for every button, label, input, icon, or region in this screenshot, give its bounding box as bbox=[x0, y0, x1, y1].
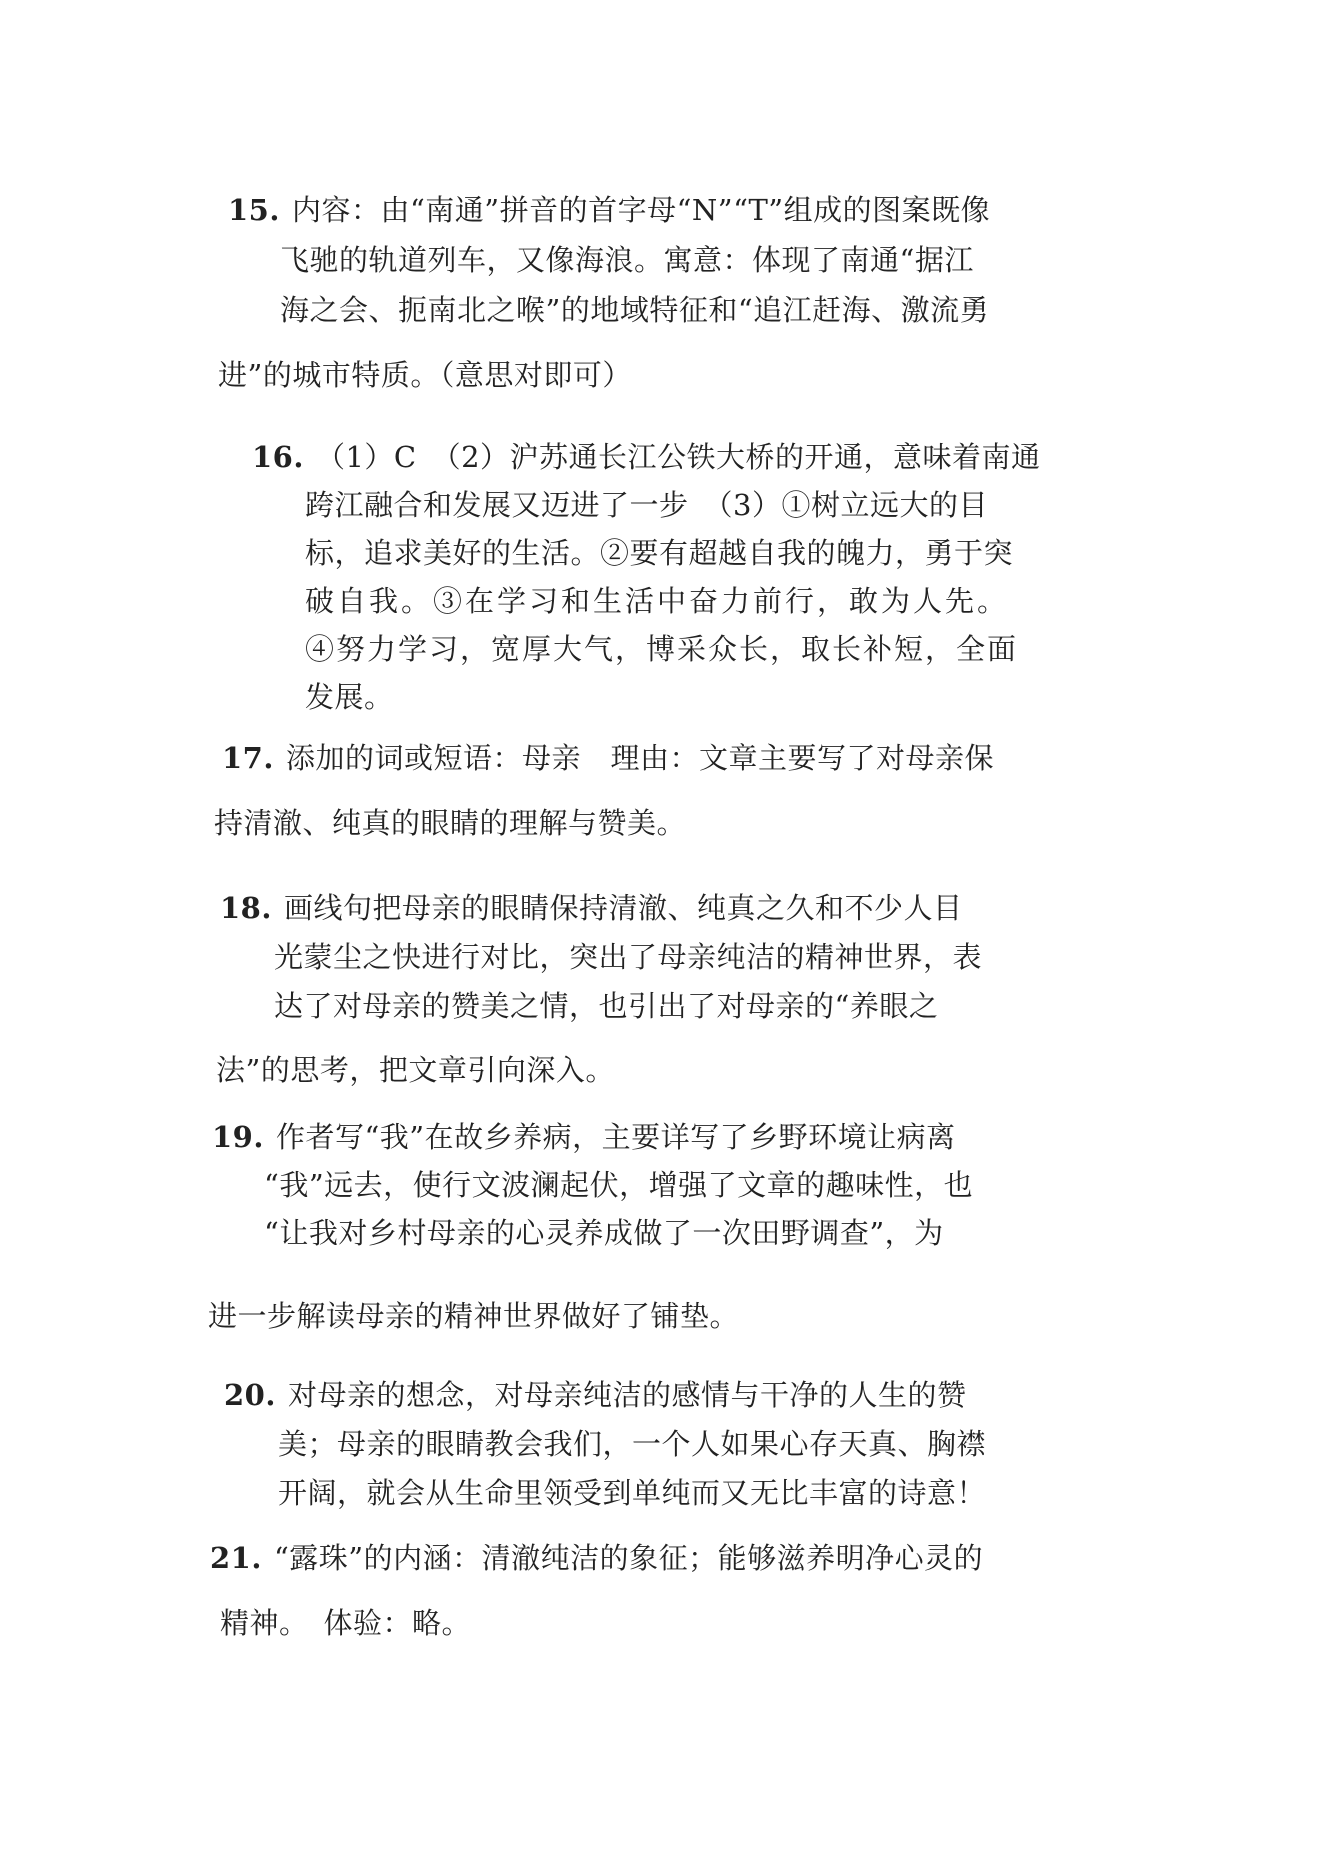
item-number: 16. bbox=[252, 440, 304, 474]
item-number: 21. bbox=[210, 1541, 262, 1575]
item-18-line-1 bbox=[220, 888, 962, 928]
item-number: 18. bbox=[220, 891, 272, 925]
item-19-line-4: 进一步解读母亲的精神世界做好了铺垫。 bbox=[208, 1299, 740, 1333]
item-text: “露珠”的内涵：清澈纯洁的象征；能够滋养明净心灵的 bbox=[273, 1541, 984, 1575]
item-15-line-1 bbox=[228, 190, 990, 230]
item-20-line-2: 美；母亲的眼睛教会我们，一个人如果心存天真、胸襟 bbox=[278, 1427, 987, 1461]
item-number: 17. bbox=[222, 741, 274, 775]
item-16-line-3: 标，追求美好的生活。②要有超越自我的魄力，勇于突 bbox=[305, 536, 1014, 570]
item-16-line-5: ④努力学习，宽厚大气，博采众长，取长补短，全面 bbox=[305, 632, 1019, 666]
item-text: 作者写“我”在故乡养病，主要详写了乡野环境让病离 bbox=[275, 1120, 956, 1154]
item-20-line-1 bbox=[224, 1375, 966, 1415]
item-19-line-3: “让我对乡村母亲的心灵养成做了一次田野调查”，为 bbox=[264, 1216, 944, 1250]
item-16-line-2: 跨江融合和发展又迈进了一步 （3）①树立远大的目 bbox=[305, 488, 988, 522]
item-text: （1）C （2）沪苏通长江公铁大桥的开通，意味着南通 bbox=[315, 440, 1041, 474]
item-19-line-2: “我”远去，使行文波澜起伏，增强了文章的趣味性，也 bbox=[264, 1168, 974, 1202]
item-15-line-4: 进”的城市特质。（意思对即可） bbox=[218, 358, 632, 392]
item-16-line-6: 发展。 bbox=[305, 680, 394, 714]
item-number: 15. bbox=[228, 193, 280, 227]
item-text: 内容：由“南通”拼音的首字母“N”“T”组成的图案既像 bbox=[291, 193, 991, 227]
item-text: 对母亲的想念，对母亲纯洁的感情与干净的人生的赞 bbox=[287, 1378, 967, 1412]
item-text: 添加的词或短语：母亲 理由：文章主要写了对母亲保 bbox=[285, 741, 994, 775]
item-20-line-3: 开阔，就会从生命里领受到单纯而又无比丰富的诗意！ bbox=[278, 1476, 987, 1510]
item-text: 画线句把母亲的眼睛保持清澈、纯真之久和不少人目 bbox=[283, 891, 963, 925]
item-15-line-3: 海之会、扼南北之喉”的地域特征和“追江赶海、激流勇 bbox=[280, 293, 990, 327]
item-19-line-1 bbox=[212, 1117, 956, 1157]
item-21-line-2: 精神。 体验：略。 bbox=[220, 1606, 472, 1640]
item-21-line-1 bbox=[210, 1538, 983, 1578]
item-18-line-2: 光蒙尘之快进行对比，突出了母亲纯洁的精神世界，表 bbox=[274, 940, 983, 974]
item-18-line-3: 达了对母亲的赞美之情，也引出了对母亲的“养眼之 bbox=[274, 989, 939, 1023]
item-18-line-4: 法”的思考，把文章引向深入。 bbox=[216, 1053, 615, 1087]
item-17-line-2: 持清澈、纯真的眼睛的理解与赞美。 bbox=[214, 806, 687, 840]
item-16-line-4: 破自我。③在学习和生活中奋力前行，敢为人先。 bbox=[305, 584, 1010, 618]
item-15-line-2: 飞驰的轨道列车，又像海浪。寓意：体现了南通“据江 bbox=[280, 243, 974, 277]
item-number: 19. bbox=[212, 1120, 264, 1154]
item-16-line-1 bbox=[252, 437, 1041, 477]
item-number: 20. bbox=[224, 1378, 276, 1412]
item-17-line-1 bbox=[222, 738, 994, 778]
